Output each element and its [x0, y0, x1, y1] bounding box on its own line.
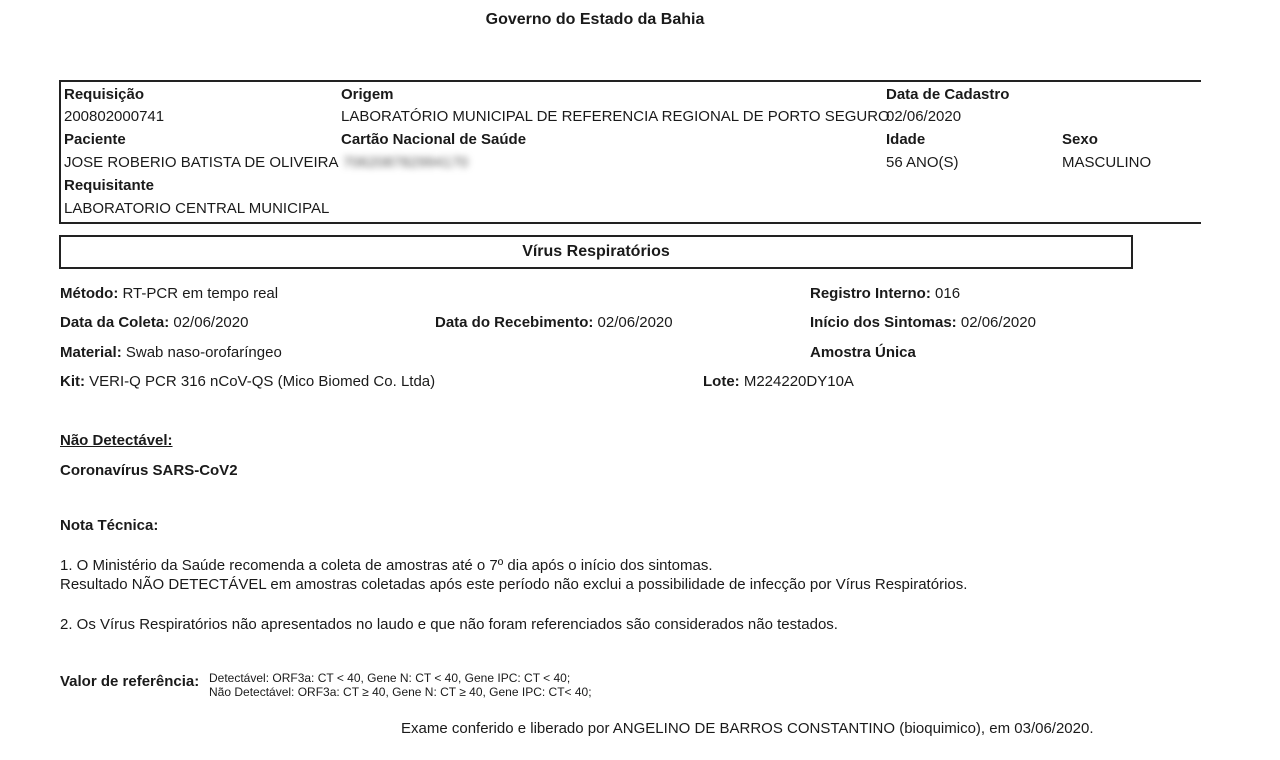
nota-item1-line2: Resultado NÃO DETECTÁVEL em amostras coletadas após este período não exclui a possibilidade de infecção por Vírus Respiratórios. [60, 576, 968, 593]
cns-value: 706208782994170 [343, 154, 469, 171]
kit-value: VERI-Q PCR 316 nCoV-QS (Mico Biomed Co. Ltda) [89, 373, 436, 390]
coleta-label: Data da Coleta: [60, 314, 170, 331]
sintomas-row [810, 314, 1036, 331]
result-heading: Não Detectável: [60, 432, 173, 449]
sintomas-value: 02/06/2020 [960, 314, 1036, 331]
nota-item2: 2. Os Vírus Respiratórios não apresentados no laudo e que não foram referenciados são considerados não testados. [60, 616, 838, 633]
kit-label: Kit: [60, 373, 85, 390]
recebimento-label: Data do Recebimento: [435, 314, 594, 331]
referencia-line1: Detectável: ORF3a: CT < 40, Gene N: CT < 40, Gene IPC: CT < 40; [209, 671, 571, 685]
sexo-label: Sexo [1062, 131, 1098, 148]
registro-value: 016 [935, 285, 961, 302]
lote-row [703, 373, 854, 390]
nota-heading: Nota Técnica: [60, 517, 159, 534]
material-label: Material: [60, 344, 122, 361]
registro-row [810, 285, 960, 302]
coleta-value: 02/06/2020 [173, 314, 249, 331]
result-virus: Coronavírus SARS-CoV2 [60, 462, 238, 479]
metodo-label: Método: [60, 285, 119, 302]
material-value: Swab naso-orofaríngeo [125, 344, 282, 361]
cns-label: Cartão Nacional de Saúde [341, 131, 527, 148]
origem-label: Origem [341, 86, 394, 103]
data-cadastro-label: Data de Cadastro [886, 86, 1010, 103]
registro-label: Registro Interno: [810, 285, 931, 302]
recebimento-value: 02/06/2020 [597, 314, 673, 331]
paciente-value: JOSE ROBERIO BATISTA DE OLIVEIRA [64, 154, 339, 171]
lote-value: M224220DY10A [743, 373, 854, 390]
idade-label: Idade [886, 131, 926, 148]
origem-value: LABORATÓRIO MUNICIPAL DE REFERENCIA REGIONAL DE PORTO SEGURO [341, 108, 890, 125]
material-row [60, 344, 282, 361]
requisitante-label: Requisitante [64, 177, 155, 194]
section-header: Vírus Respiratórios [59, 235, 1133, 269]
idade-value: 56 ANO(S) [886, 154, 959, 171]
referencia-values [209, 671, 592, 699]
referencia-label: Valor de referência: [60, 673, 200, 690]
sexo-value: MASCULINO [1062, 154, 1152, 171]
paciente-label: Paciente [64, 131, 126, 148]
recebimento-row [435, 314, 673, 331]
requisicao-value: 200802000741 [64, 108, 165, 125]
document-title: Governo do Estado da Bahia [485, 11, 705, 28]
metodo-row [60, 285, 278, 302]
signature-line: Exame conferido e liberado por ANGELINO DE BARROS CONSTANTINO (bioquimico), em 03/06/2020. [401, 720, 1094, 737]
nota-item1-line1: 1. O Ministério da Saúde recomenda a coleta de amostras até o 7º dia após o início dos sintomas. [60, 557, 713, 574]
requisitante-value: LABORATORIO CENTRAL MUNICIPAL [64, 200, 330, 217]
sintomas-label: Início dos Sintomas: [810, 314, 957, 331]
requisicao-label: Requisição [64, 86, 145, 103]
coleta-row [60, 314, 248, 331]
lote-label: Lote: [703, 373, 740, 390]
data-cadastro-value: 02/06/2020 [886, 108, 962, 125]
amostra-unica: Amostra Única [810, 344, 916, 361]
referencia-line2: Não Detectável: ORF3a: CT ≥ 40, Gene N: CT ≥ 40, Gene IPC: CT< 40; [209, 685, 592, 699]
kit-row [60, 373, 435, 390]
metodo-value: RT-PCR em tempo real [122, 285, 279, 302]
